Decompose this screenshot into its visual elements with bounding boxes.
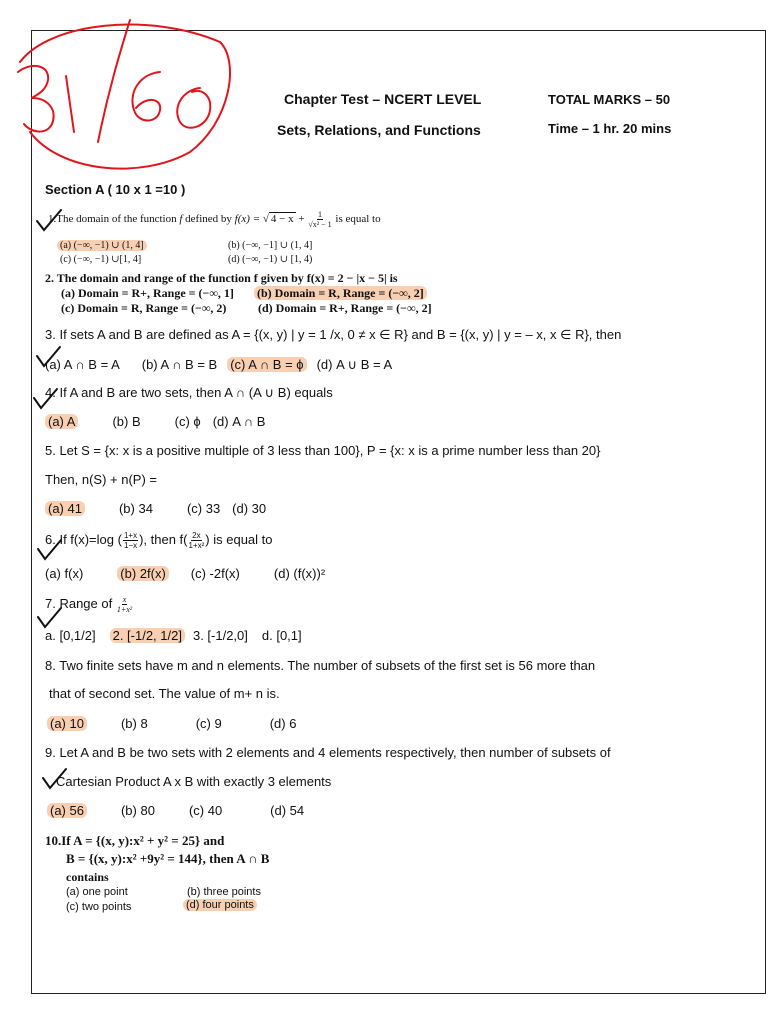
time-limit: Time – 1 hr. 20 mins xyxy=(548,121,672,136)
question-5-line-2: Then, n(S) + n(P) = xyxy=(45,472,157,487)
q4-option-a[interactable]: (a) A xyxy=(45,414,78,429)
q4-option-c[interactable]: (c) ϕ xyxy=(174,414,201,429)
q2-option-c[interactable]: (c) Domain = R, Range = (−∞, 2) xyxy=(61,301,227,315)
question-5: 5. Let S = {x: x is a positive multiple of 3 less than 100}, P = {x: x is a prime number less than 20} xyxy=(45,443,601,458)
q3-options xyxy=(45,357,392,373)
test-title: Chapter Test – NCERT LEVEL xyxy=(284,91,482,107)
q2-option-d[interactable]: (d) Domain = R+, Range = (−∞, 2] xyxy=(258,301,432,315)
check-mark-icon xyxy=(34,344,64,370)
check-mark-icon xyxy=(34,208,64,234)
q8-option-c[interactable]: (c) 9 xyxy=(195,716,222,731)
q6-options xyxy=(45,566,325,581)
question-1: 1.The domain of the function f defined by f(x) = √ 4 − x + $\frac{1}{\text{√x² − 1}}$ is equal to xyxy=(48,210,381,229)
q5-options xyxy=(45,501,266,516)
check-mark-icon xyxy=(31,386,61,412)
q5-option-a[interactable]: (a) 41 xyxy=(45,501,85,516)
question-6: 6. If f(x)=log ( $\frac{1+x}{1-x}$ ), then f( $\frac{2x}{\text{1+x²}}$ ) is equal to xyxy=(45,531,273,550)
q8-option-d[interactable]: (d) 6 xyxy=(269,716,297,731)
q3-option-c[interactable]: (c) A ∩ B = ϕ xyxy=(227,357,306,372)
check-mark-icon xyxy=(35,537,65,563)
q10-option-b[interactable]: (b) three points xyxy=(187,886,261,898)
q7-option-a[interactable]: a. [0,1/2] xyxy=(45,628,96,643)
q9-options xyxy=(47,803,304,818)
q5-option-d[interactable]: (d) 30 xyxy=(232,501,267,516)
q2-option-a[interactable]: (a) Domain = R+, Range = (−∞, 1] xyxy=(61,286,234,300)
q8-options xyxy=(47,716,296,731)
question-10: 10.If A = {(x, y):x² + y² = 25} and xyxy=(45,833,225,848)
question-7: 7. Range of $\frac{x}{\text{1+x²}}$ xyxy=(45,595,133,614)
q7-options xyxy=(45,628,302,643)
q9-option-d[interactable]: (d) 54 xyxy=(270,803,305,818)
q4-options xyxy=(45,414,265,429)
total-marks: TOTAL MARKS – 50 xyxy=(548,92,671,107)
q1-option-b[interactable]: (b) (−∞, −1] ∪ (1, 4] xyxy=(228,240,313,251)
question-10-line-3: contains xyxy=(66,870,109,884)
q7-option-c[interactable]: 3. [-1/2,0] xyxy=(192,628,248,643)
question-3: 3. If sets A and B are defined as A = {(x, y) | y = 1 /x, 0 ≠ x ∈ R} and B = {(x, y) | y = – x, x ∈ R}, then xyxy=(45,327,622,342)
test-subtitle: Sets, Relations, and Functions xyxy=(277,122,481,138)
q1-option-d[interactable]: (d) (−∞, −1) ∪ [1, 4) xyxy=(228,254,313,265)
q1-option-c[interactable]: (c) (−∞, −1) ∪[1, 4] xyxy=(60,254,142,265)
q8-option-a[interactable]: (a) 10 xyxy=(47,716,87,731)
question-8: 8. Two finite sets have m and n elements. The number of subsets of the first set is 56 more than xyxy=(45,658,596,673)
q9-option-c[interactable]: (c) 40 xyxy=(188,803,223,818)
q9-option-b[interactable]: (b) 80 xyxy=(120,803,155,818)
q10-option-c[interactable]: (c) two points xyxy=(66,901,132,913)
check-mark-icon xyxy=(40,766,70,792)
q3-option-b[interactable]: (b) A ∩ B = B xyxy=(141,357,218,372)
question-4: 4. If A and B are two sets, then A ∩ (A ∪ B) equals xyxy=(45,385,333,400)
q6-option-d[interactable]: (d) (f(x))² xyxy=(273,566,326,581)
question-10-line-2: B = {(x, y):x² +9y² = 144}, then A ∩ B xyxy=(66,851,270,866)
q7-option-d[interactable]: d. [0,1] xyxy=(261,628,302,643)
question-8-line-2: that of second set. The value of m+ n is. xyxy=(49,686,280,701)
q4-option-d[interactable]: (d) A ∩ B xyxy=(212,414,266,429)
check-mark-icon xyxy=(35,605,65,631)
question-2: 2. The domain and range of the function f given by f(x) = 2 − |x − 5| is xyxy=(45,271,398,285)
q3-option-a[interactable]: (a) A ∩ B = A xyxy=(45,357,120,372)
q1-option-a[interactable]: (a) (−∞, −1) ∪ (1, 4] xyxy=(57,240,147,251)
question-9-line-2: Cartesian Product A x B with exactly 3 elements xyxy=(56,774,332,789)
q6-option-c[interactable]: (c) -2f(x) xyxy=(190,566,240,581)
q2-option-b[interactable]: (b) Domain = R, Range = (−∞, 2] xyxy=(254,286,427,301)
handwritten-score xyxy=(10,12,240,182)
q6-option-a[interactable]: (a) f(x) xyxy=(45,566,84,581)
section-heading: Section A ( 10 x 1 =10 ) xyxy=(45,182,186,197)
q3-option-d[interactable]: (d) A ∪ B = A xyxy=(316,357,393,372)
q5-option-b[interactable]: (b) 34 xyxy=(118,501,153,516)
question-9: 9. Let A and B be two sets with 2 elements and 4 elements respectively, then number of subsets of xyxy=(45,745,611,760)
q7-option-b[interactable]: 2. [-1/2, 1/2] xyxy=(110,628,185,643)
q10-option-a[interactable]: (a) one point xyxy=(66,886,128,898)
q5-option-c[interactable]: (c) 33 xyxy=(186,501,221,516)
q8-option-b[interactable]: (b) 8 xyxy=(120,716,148,731)
q10-option-d[interactable]: (d) four points xyxy=(183,899,257,911)
q9-option-a[interactable]: (a) 56 xyxy=(47,803,87,818)
q6-option-b[interactable]: (b) 2f(x) xyxy=(117,566,169,581)
q4-option-b[interactable]: (b) B xyxy=(112,414,141,429)
